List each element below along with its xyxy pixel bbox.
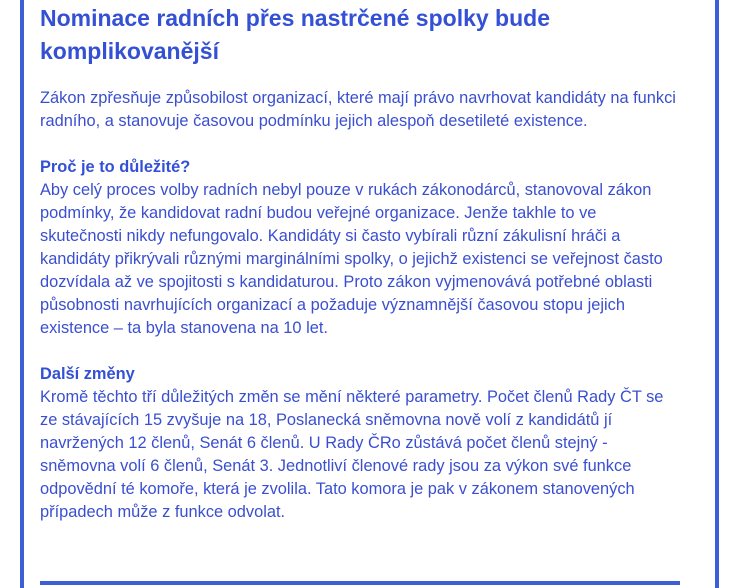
section-heading: Další změny — [40, 365, 135, 383]
section-heading: Proč je to důležité? — [40, 158, 191, 176]
section-text: Aby celý proces volby radních nebyl pouze v rukách zákonodárců, stanovoval zákon podmínky, že kandidovat radní budou veřejné organizace. Jenže takhle to ve skutečnosti nikdy nefungovalo. Kandidáty si často vybírali různí zákulisní hráči a kandidáty přikrývali různými marginálními spolky, o jejichž existenci se veřejnost často dozvídala až ve spojitosti s kandidaturou. Proto zákon vyjmenovává potřebné oblasti působnosti navrhujících organizací a požaduje významnější časovou stopu jejich existence – ta byla stanovena na 10 let. — [40, 181, 663, 337]
article — [40, 0, 680, 524]
section-why-important — [40, 156, 680, 340]
section-other-changes — [40, 363, 680, 524]
article-lead: Zákon zpřesňuje způsobilost organizací, které mají právo navrhovat kandidáty na funkci radního, a stanovuje časovou podmínku jejich alespoň desetileté existence. — [40, 89, 676, 130]
section-text: Kromě těchto tří důležitých změn se mění některé parametry. Počet členů Rady ČT se ze stávajících 15 zvyšuje na 18, Poslanecká sněmovna nově volí z kandidátů jí navržených 12 členů, Senát 6 členů. U Rady ČRo zůstává počet členů stejný - sněmovna volí 6 členů, Senát 3. Jednotliví členové rady jsou za výkon své funkce odpovědní té komoře, která je zvolila. Tato komora je pak v zákonem stanovených případech může z funkce odvolat. — [40, 388, 664, 521]
article-title: Nominace radních přes nastrčené spolky bude komplikovanější — [40, 5, 550, 64]
bottom-divider — [40, 581, 680, 585]
